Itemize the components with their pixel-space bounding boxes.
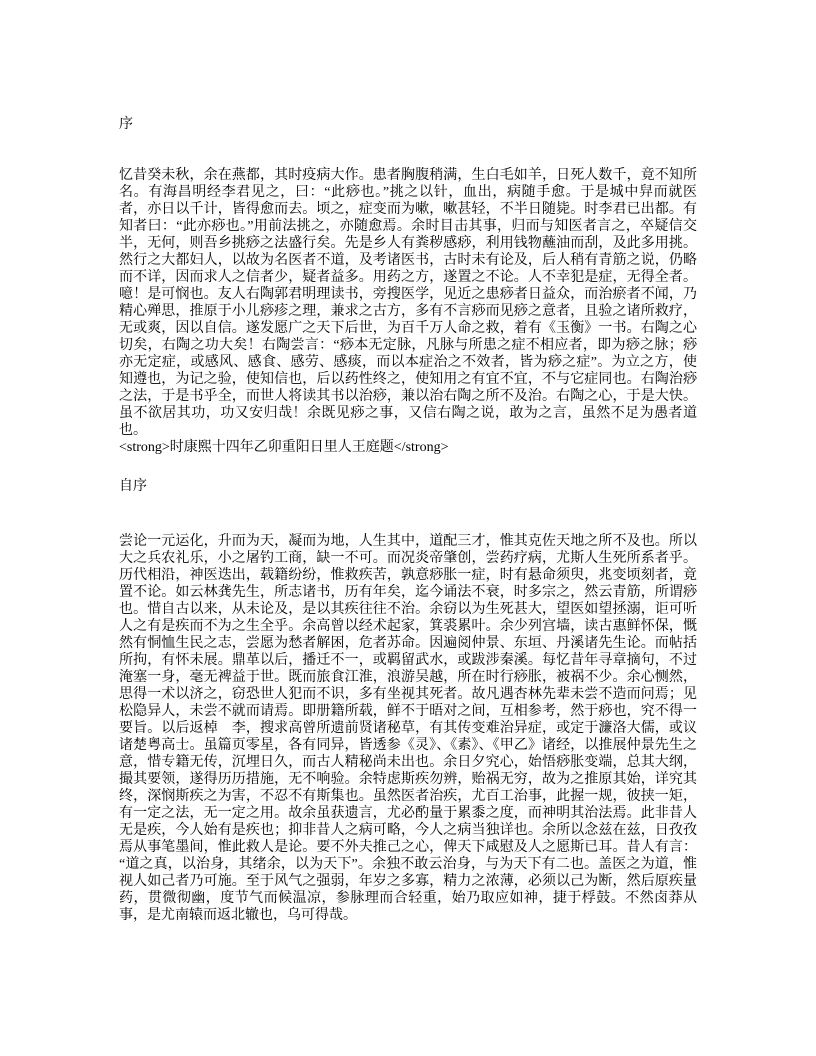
self-preface-heading: 自序: [119, 479, 147, 494]
preface-signature-line: <strong>时康熙十四年乙卯重阳日里人王庭题</strong>: [119, 440, 449, 455]
self-preface-body-text: 尝论一元运化，升而为天，凝而为地，人生其中，道配三才，惟其克佐天地之所不及也。所以大之兵农礼乐，小之屠钓工商，缺一不可。而况炎帝肇创，尝药疗病，尤斯人生死所系者乎。历代相沿，神医迭出，载籍纷纷，惟救疾苦，孰意痧胀一症，时有悬命须臾，兆变顷刻者，竟置不论。如云林龚先生，所志诸书，历有年矣，迄今诵法不衰，时多宗之，然云青筋，所谓痧也。惜自古以来，从未论及，是以其疾往往不治。余窃以为生死甚大，望医如望拯溺，讵可听人之有是疾而不为之生全乎。余高曾以经术起家，箕裘累叶。余少列宫墙，读古惠鲜怀保，慨然有恫恤生民之志，尝愿为愁者解困，危者苏命。因遍阅仲景、东垣、丹溪诸先生论。而帖括所拘，有怀未展。鼎革以后，播迁不一，或羁留武水，或跋涉秦溪。每忆昔年寻章摘句，不过淹塞一身，毫无裨益于世。既而旅食江淮，浪游吴越，所在时行痧胀，被祸不少。余心恻然，思得一术以济之，窃恐世人犯而不识，多有坐视其死者。故凡遇杏林先辈未尝不造而问焉；见松隐异人，未尝不就而请焉。即册籍所载，鲜不于晤对之间，互相参考，然于痧也，究不得一要旨。以后返棹 李，搜求高曾所遗前贤诸秘草，有其传变难治异症，或定于濂洛大儒，或议诸楚粤高士。虽篇页零星，各有同异，皆透参《灵》、《素》、《甲乙》诸经，以推展仲景先生之意，惜专籍无传，沉埋日久，而古人精秘尚未出也。余日夕究心，始悟痧胀变端，总其大纲，撮其要领，遂得历历措施，无不响验。余特虑斯疾勿辨，贻祸无穷，故为之推原其始，详究其终，深悯斯疾之为害，不忍不有斯集也。虽然医者治疾，尤百工治事，此握一规，彼挟一矩，有一定之法，无一定之用。故余虽获遗言，尤必酌量于累黍之度，而神明其治法焉。此非昔人无是疾，今人始有是疾也；抑非昔人之病可略，今人之病当独详也。余所以念兹在兹，日孜孜焉从事笔墨间，惟此救人是论。要不外夫推己之心，俾天下咸慰及人之愿斯已耳。昔人有言：“道之真，以治身，其绪余，以为天下”。余独不敢云治身，与为天下有二也。盖医之为道，惟视人如己者乃可施。至于风气之强弱，年岁之多寡，精力之浓薄，必须以己为断，然后原疾量药，贯微彻幽，度节气而候温凉，参脉理而合轻重，始乃取应如神，捷于桴鼓。不然卤莽从事，是尤南辕而返北辙也，乌可得哉。: [119, 534, 697, 923]
preface-heading: 序: [119, 117, 133, 132]
preface-body-text: 忆昔癸未秋，余在燕都，其时疫病大作。患者胸腹稍满，生白毛如羊，日死人数千，竟不知所名。有海昌明经李君见之，曰：“此痧也。”挑之以针，血出，病随手愈。于是城中舁而就医者，亦日以千计，皆得愈而去。顷之，症变而为嗽，嗽甚轻，不半日随毙。时李君已出都。有知者曰：“此亦痧也。”用前法挑之，亦随愈焉。余时目击其事，归而与知医者言之，卒疑信交半，无何，则吾乡挑痧之法盛行矣。先是乡人有粪秽感痧，利用钱物蘸油而刮，及此多用挑。然行之大都妇人，以故为名医者不道，及考诸医书，古时未有论及，后人稍有青筋之说，仍略而不详，因而求人之信者少，疑者益多。用药之方，遂置之不论。人不幸犯是症，无得全者。噫！是可悯也。友人右陶郭君明理读书，旁搜医学，见近之患痧者日益众，而治瘀者不闻，乃精心殚思，推原于小儿痧疹之理，兼求之古方，多有不言痧而见痧之意者，且验之诸所救疗，无或爽，因以自信。遂发愿广之天下后世，为百千万人命之救，着有《玉衡》一书。右陶之心切矣，右陶之功大矣！右陶尝言：“痧本无定脉，凡脉与所患之症不相应者，即为痧之脉；痧亦无定症，或感风、感食、感劳、感痰，而以本症治之不效者，皆为痧之症”。为立之方，使知遵也，为记之验，使知信也，后以药性终之，使知用之有宜不宜，不与它症同也。右陶治痧之法，于是书乎全，而世人将读其书以治痧，兼以治右陶之所不及治。右陶之心，于是大快。虽不欲居其功，功又安归哉！余既见痧之事，又信右陶之说，敢为之言，虽然不足为愚者道也。: [119, 168, 697, 438]
